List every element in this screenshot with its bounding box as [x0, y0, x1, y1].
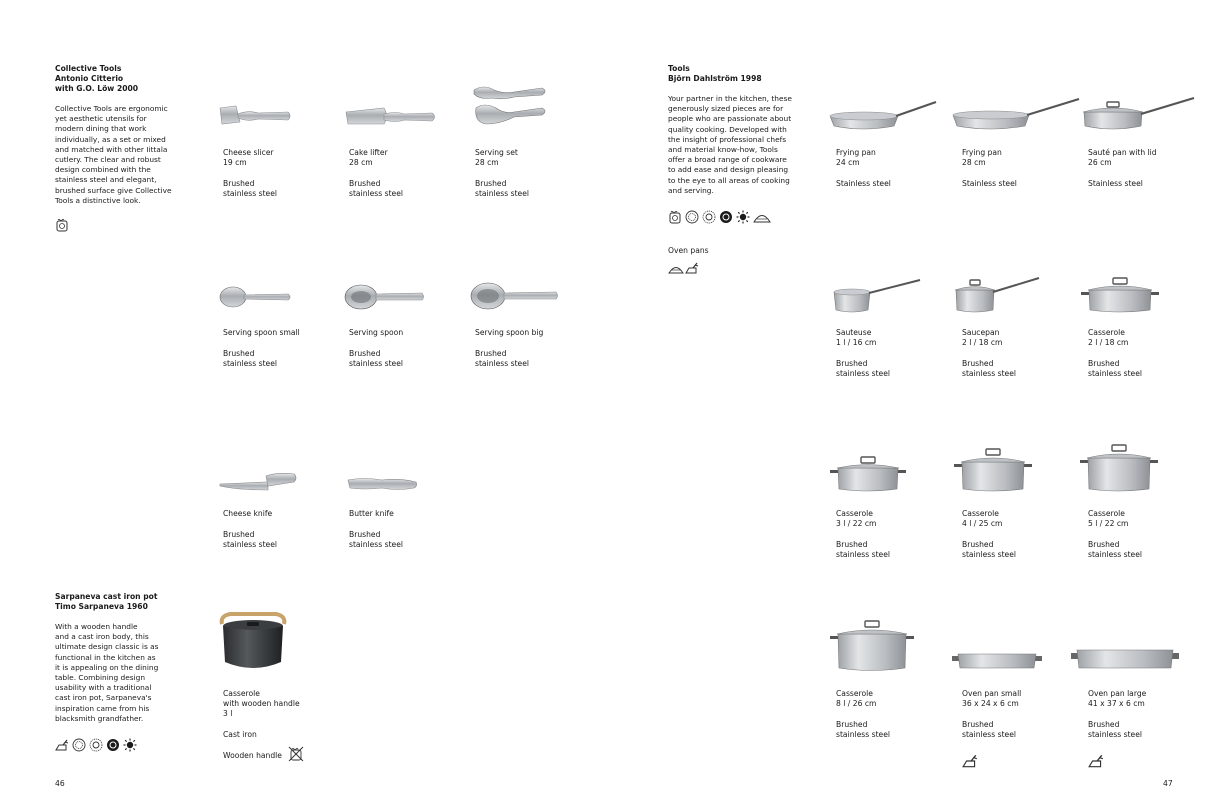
- oven-pan-large-name: Oven pan large 41 x 37 x 6 cm: [1088, 689, 1147, 708]
- gas-icon: [685, 210, 699, 224]
- serving-set-name: Serving set 28 cm: [475, 148, 518, 167]
- oven-pan-large-image: [1069, 646, 1181, 672]
- casserole-2l-image: [1079, 274, 1161, 316]
- electric-icon: [89, 738, 103, 752]
- cheese-knife-image: [218, 466, 300, 494]
- saucepan-image: [953, 274, 1041, 316]
- serving-spoon-material: Brushed stainless steel: [349, 349, 404, 368]
- serving-spoon-small-name: Serving spoon small: [223, 328, 300, 337]
- casserole-5l-material: Brushed stainless steel: [1088, 540, 1143, 559]
- sarpaneva-heading: Sarpaneva cast iron pot Timo Sarpaneva 1960: [55, 592, 158, 612]
- casserole-8l-material: Brushed stainless steel: [836, 720, 891, 739]
- frying-pan-24-image: [828, 96, 938, 132]
- oven-icon: [1088, 753, 1104, 769]
- serving-spoon-small-image: [218, 282, 293, 312]
- cheese-slicer-image: [218, 100, 293, 130]
- tools-icons: [668, 210, 767, 224]
- frying-pan-28-image: [951, 95, 1081, 132]
- cast-iron-pot-image: [216, 612, 291, 674]
- casserole-5l-image: [1078, 442, 1160, 494]
- serving-spoon-image: [344, 280, 426, 314]
- oven-icon: [55, 738, 69, 752]
- ceramic-icon: [106, 738, 120, 752]
- casserole-5l-name: Casserole 5 l / 22 cm: [1088, 509, 1129, 528]
- oven-pans-icons: [668, 261, 699, 275]
- collective-tools-description: Collective Tools are ergonomic yet aesthetic utensils for modern dining that work individually, as a set or mixed and matched with other Iittala cutlery. The clear and robust design combined with the stainless steel and elegant, brushed surface give Collective Tools a distinctive look.: [55, 104, 172, 205]
- casserole-3l-name: Casserole 3 l / 22 cm: [836, 509, 877, 528]
- sarpaneva-description: With a wooden handle and a cast iron body, this ultimate design classic is as functional in the kitchen as it is appealing on the dining table. Combining design usability with a traditional cast iron pot, Sarpaneva's inspiration came from his blacksmith grandfather.: [55, 622, 159, 723]
- saucepan-material: Brushed stainless steel: [962, 359, 1017, 378]
- cast-iron-pot-name: Casserole with wooden handle 3 l: [223, 689, 300, 718]
- oven-icon: [962, 753, 978, 769]
- left-page-number: 46: [55, 779, 65, 788]
- serving-set-image: [470, 82, 550, 132]
- casserole-4l-image: [952, 446, 1034, 494]
- oven-pan-small-name: Oven pan small 36 x 24 x 6 cm: [962, 689, 1022, 708]
- right-page-number: 47: [1163, 779, 1173, 788]
- saucepan-name: Saucepan 2 l / 18 cm: [962, 328, 1003, 347]
- serving-spoon-big-name: Serving spoon big: [475, 328, 544, 337]
- collective-tools-heading: Collective Tools Antonio Citterio with G.O. Löw 2000: [55, 64, 139, 94]
- frying-pan-28-material: Stainless steel: [962, 179, 1017, 188]
- gas-icon: [72, 738, 86, 752]
- cake-lifter-name: Cake lifter 28 cm: [349, 148, 388, 167]
- casserole-4l-material: Brushed stainless steel: [962, 540, 1017, 559]
- frying-pan-24-name: Frying pan 24 cm: [836, 148, 876, 167]
- cheese-slicer-name: Cheese slicer 19 cm: [223, 148, 274, 167]
- butter-knife-image: [346, 474, 420, 494]
- tools-heading: Tools Björn Dahlström 1998: [668, 64, 762, 84]
- induction-icon: [123, 738, 137, 752]
- sauteuse-image: [830, 276, 922, 316]
- oven-icon: [685, 261, 699, 275]
- serving-spoon-big-image: [470, 278, 560, 314]
- oven-pan-large-material: Brushed stainless steel: [1088, 720, 1143, 739]
- casserole-3l-material: Brushed stainless steel: [836, 540, 891, 559]
- casserole-2l-name: Casserole 2 l / 18 cm: [1088, 328, 1129, 347]
- saute-pan-image: [1081, 94, 1196, 132]
- electric-icon: [702, 210, 716, 224]
- serving-set-material: Brushed stainless steel: [475, 179, 530, 198]
- halogen-icon: [753, 210, 767, 224]
- sauteuse-material: Brushed stainless steel: [836, 359, 891, 378]
- casserole-8l-image: [828, 618, 916, 674]
- frying-pan-28-name: Frying pan 28 cm: [962, 148, 1002, 167]
- oven-pans-label: Oven pans: [668, 246, 709, 255]
- cheese-knife-name: Cheese knife: [223, 509, 273, 518]
- cast-iron-pot-material: Cast iron: [223, 730, 257, 739]
- butter-knife-material: Brushed stainless steel: [349, 530, 404, 549]
- cake-lifter-image: [344, 102, 439, 130]
- serving-spoon-name: Serving spoon: [349, 328, 404, 337]
- collective-tools-icons: [55, 218, 69, 232]
- no-dishwasher-icon: [288, 746, 304, 762]
- dishwasher-icon: [668, 210, 682, 224]
- serving-spoon-big-material: Brushed stainless steel: [475, 349, 530, 368]
- induction-icon: [736, 210, 750, 224]
- casserole-3l-image: [828, 454, 908, 494]
- casserole-4l-name: Casserole 4 l / 25 cm: [962, 509, 1003, 528]
- casserole-8l-name: Casserole 8 l / 26 cm: [836, 689, 877, 708]
- sauteuse-name: Sauteuse 1 l / 16 cm: [836, 328, 877, 347]
- cheese-slicer-material: Brushed stainless steel: [223, 179, 278, 198]
- serving-spoon-small-material: Brushed stainless steel: [223, 349, 278, 368]
- tools-description: Your partner in the kitchen, these generously sized pieces are for people who are passionate about quality cooking. Developed with the insight of professional chefs and material know-how, Tools offer a broad range of cookware to add ease and design pleasing to the eye to all areas of cooking and serving.: [668, 94, 792, 195]
- oven-pan-small-image: [950, 650, 1044, 672]
- sarpaneva-icons: [55, 738, 137, 752]
- casserole-2l-material: Brushed stainless steel: [1088, 359, 1143, 378]
- dishwasher-icon: [55, 218, 69, 232]
- ceramic-icon: [719, 210, 733, 224]
- saute-pan-material: Stainless steel: [1088, 179, 1143, 188]
- cast-iron-pot-handle: Wooden handle: [223, 751, 282, 760]
- saute-pan-name: Sauté pan with lid 26 cm: [1088, 148, 1157, 167]
- halogen-icon: [668, 261, 682, 275]
- butter-knife-name: Butter knife: [349, 509, 394, 518]
- oven-pan-small-material: Brushed stainless steel: [962, 720, 1017, 739]
- cheese-knife-material: Brushed stainless steel: [223, 530, 278, 549]
- frying-pan-24-material: Stainless steel: [836, 179, 891, 188]
- cake-lifter-material: Brushed stainless steel: [349, 179, 404, 198]
